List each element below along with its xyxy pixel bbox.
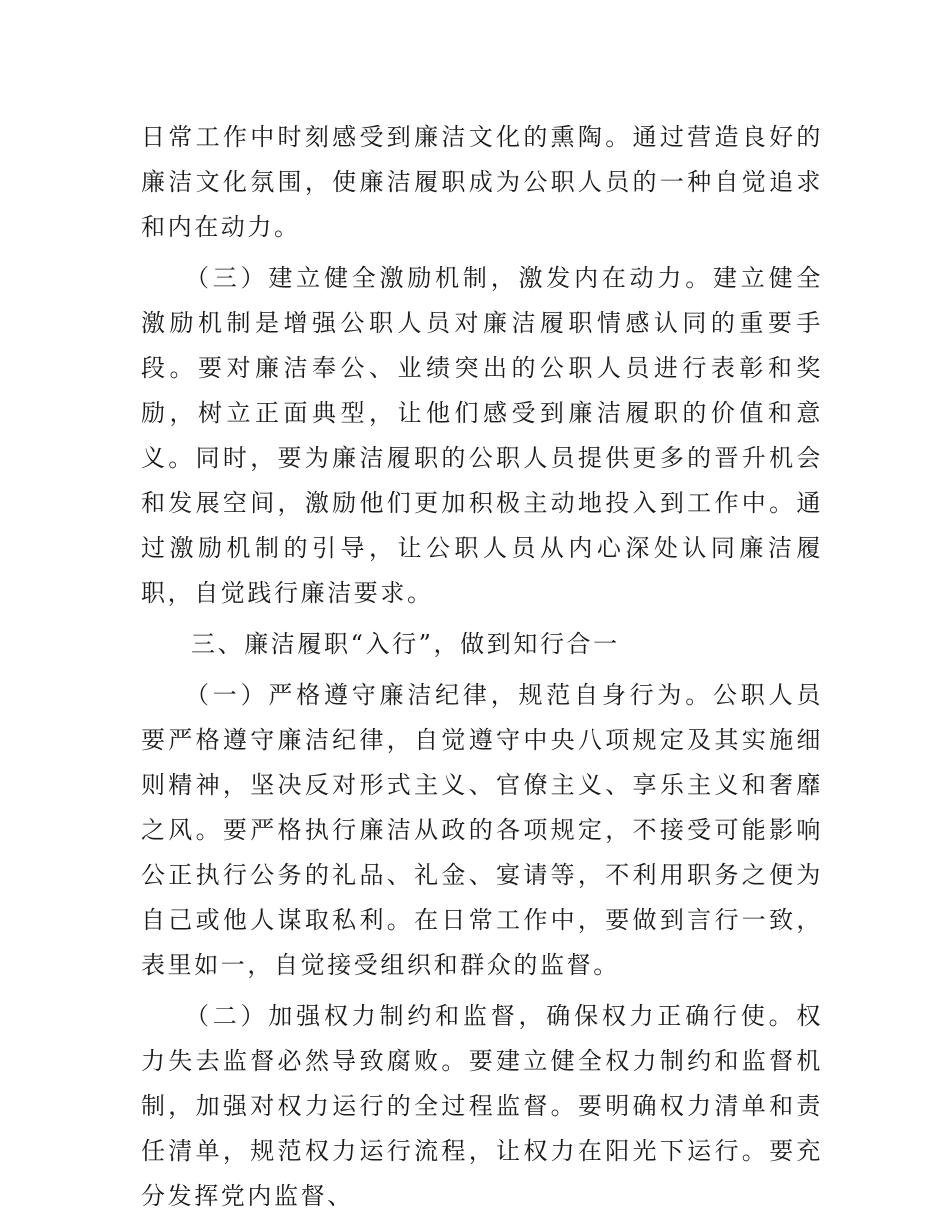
paragraph-power-supervision: （二）加强权力制约和监督，确保权力正确行使。权力失去监督必然导致腐败。要建立健全权力制约和监督机制，加强对权力运行的全过程监督。要明确权力清单和责任清单，规范权力运行流程，让权力在阳光下运行。要充分发挥党内监督、 <box>141 1002 823 1210</box>
paragraph-incentive-mechanism: （三）建立健全激励机制，激发内在动力。建立健全激励机制是增强公职人员对廉洁履职情感认同的重要手段。要对廉洁奉公、业绩突出的公职人员进行表彰和奖励，树立正面典型，让他们感受到廉洁履职的价值和意义。同时，要为廉洁履职的公职人员提供更多的晋升机会和发展空间，激励他们更加积极主动地投入到工作中。通过激励机制的引导，让公职人员从内心深处认同廉洁履职，自觉践行廉洁要求。 <box>141 264 823 607</box>
document-body <box>141 115 823 1225</box>
paragraph-discipline: （一）严格遵守廉洁纪律，规范自身行为。公职人员要严格遵守廉洁纪律，自觉遵守中央八项规定及其实施细则精神，坚决反对形式主义、官僚主义、享乐主义和奢靡之风。要严格执行廉洁从政的各项规定，不接受可能影响公正执行公务的礼品、礼金、宴请等，不利用职务之便为自己或他人谋取私利。在日常工作中，要做到言行一致，表里如一，自觉接受组织和群众的监督。 <box>141 681 823 979</box>
section-heading-three: 三、廉洁履职“入行”，做到知行合一 <box>191 630 620 658</box>
paragraph-continuation: 日常工作中时刻感受到廉洁文化的熏陶。通过营造良好的廉洁文化氛围，使廉洁履职成为公职人员的一种自觉追求和内在动力。 <box>141 123 823 241</box>
